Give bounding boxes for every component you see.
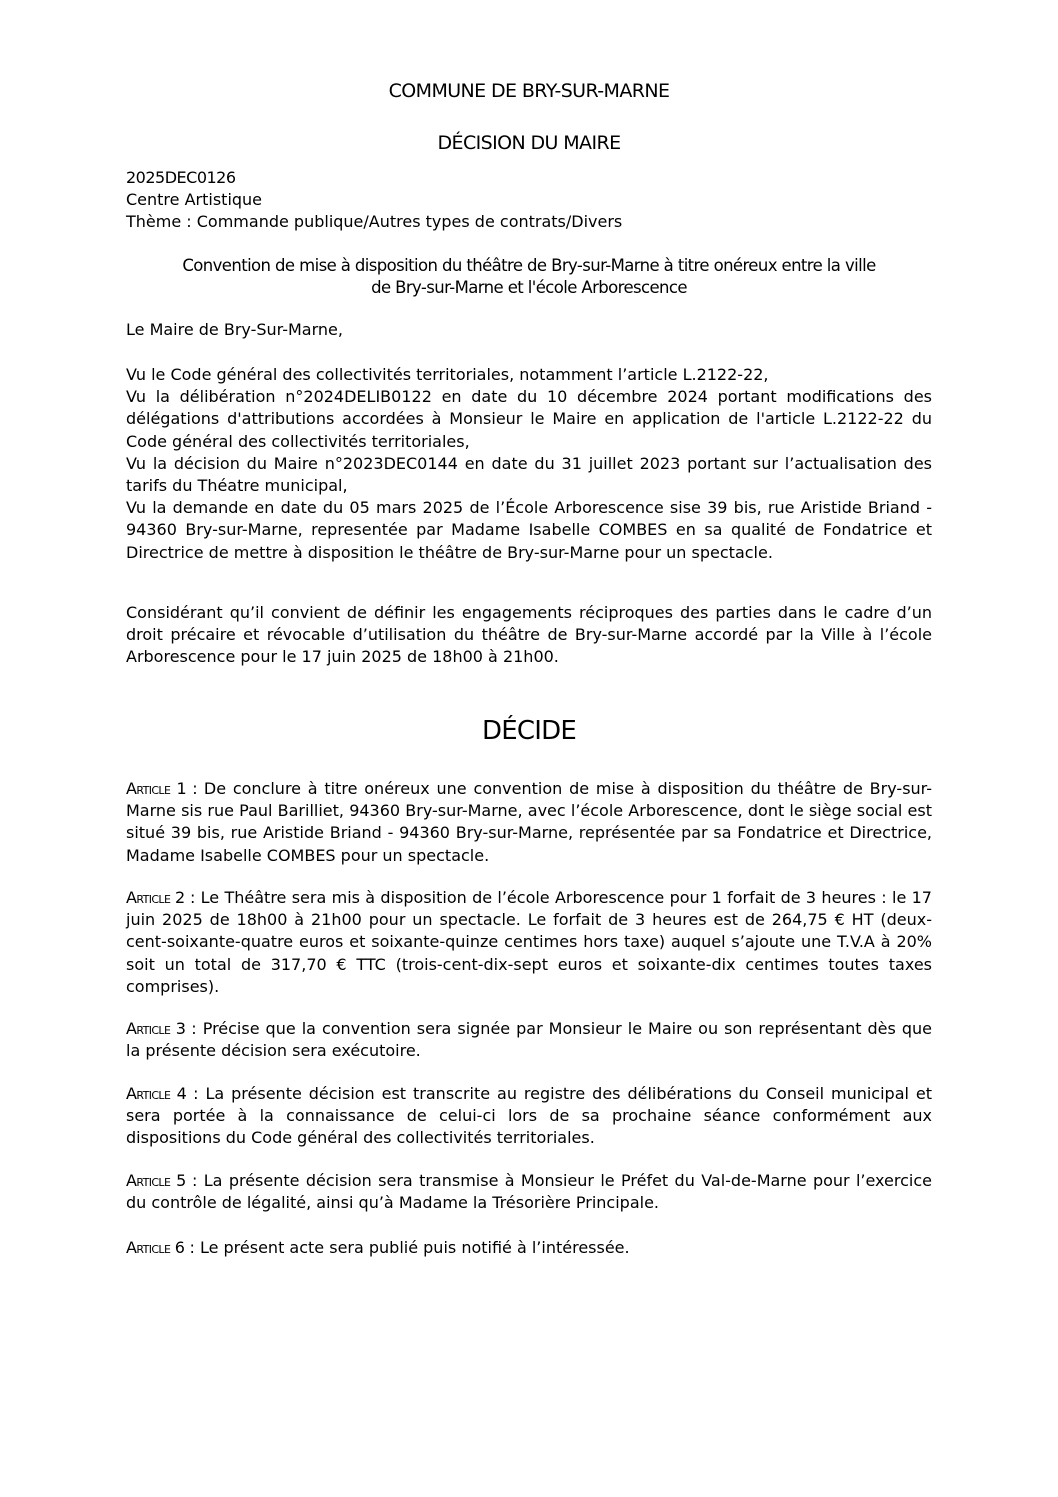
- article-text: : Le Théâtre sera mis à disposition de l’école Arborescence pour 1 forfait de 3 heures : le 17 juin 2025 de 18h00 à 21h00 pour un spectacle. Le forfait de 3 heures est de 264,75 € HT (deux-cent-soixante-quatre euros et soixante-quinze centimes hors taxe) auquel s’ajoute une T.V.A à 20% soit un total de 317,70 € TTC (trois-cent-dix-sept euros et soixante-dix centimes toutes taxes comprises).: [126, 888, 932, 996]
- decision-subject: [126, 255, 932, 299]
- decision-title: DÉCISION DU MAIRE: [437, 132, 621, 154]
- article-label: Article 4: [126, 1084, 187, 1103]
- article-text: : Le présent acte sera publié puis notifié à l’intéressée.: [184, 1238, 630, 1257]
- article-text: De conclure à titre onéreux une convention de mise à disposition du théâtre de Bry-sur-Marne sis rue Paul Barilliet, 94360 Bry-sur-Marne, avec l’école Arborescence, dont le siège social est situé 39 bis, rue Aristide Briand - 94360 Bry-sur-Marne, représentée par sa Fondatrice et Directrice, Madame Isabelle COMBES pour un spectacle.: [126, 779, 932, 865]
- article-3: [126, 1018, 932, 1062]
- article-text: : Précise que la convention sera signée par Monsieur le Maire ou son représentant dès que la présente décision sera exécutoire.: [126, 1019, 932, 1061]
- decide-heading: DÉCIDE: [482, 716, 576, 746]
- article-1: [126, 778, 932, 867]
- decision-service: Centre Artistique: [126, 190, 263, 209]
- article-label: Article 2: [126, 888, 185, 907]
- mayor-intro: Le Maire de Bry-Sur-Marne,: [126, 320, 343, 339]
- legal-basis-item: Vu la délibération n°2024DELIB0122 en date du 10 décembre 2024 portant modifications des délégations d'attributions accordées à Monsieur le Maire en application de l'article L.2122-22 du Code général des collectivités territoriales,: [126, 387, 932, 451]
- legal-basis-item: Vu la demande en date du 05 mars 2025 de l’École Arborescence sise 39 bis, rue Aristide Briand - 94360 Bry-sur-Marne, representée par Madame Isabelle COMBES en sa qualité de Fondatrice et Directrice de mettre à disposition le théâtre de Bry-sur-Marne pour un spectacle.: [126, 498, 932, 562]
- article-4: [126, 1083, 932, 1150]
- article-6: [126, 1237, 932, 1259]
- commune-heading: COMMUNE DE BRY-SUR-MARNE: [388, 80, 670, 102]
- article-text: : La présente décision est transcrite au registre des délibérations du Conseil municipal et sera portée à la connaissance de celui-ci lors de sa prochaine séance conformément aux dispositions du Code général des collectivités territoriales.: [126, 1084, 932, 1148]
- article-label: Article 3: [126, 1019, 186, 1038]
- article-text: : La présente décision sera transmise à Monsieur le Préfet du Val-de-Marne pour l’exercice du contrôle de légalité, ainsi qu’à Madame la Trésorière Principale.: [126, 1171, 932, 1213]
- legal-basis-item: Vu le Code général des collectivités territoriales, notamment l’article L.2122-22,: [126, 365, 769, 384]
- article-label: Article 1 :: [126, 779, 198, 798]
- article-label: Article 5: [126, 1171, 186, 1190]
- decision-theme: Thème : Commande publique/Autres types de contrats/Divers: [126, 212, 623, 231]
- article-5: [126, 1170, 932, 1214]
- legal-basis: [126, 364, 932, 564]
- decision-meta: [126, 167, 932, 233]
- article-2: [126, 887, 932, 998]
- decision-reference: 2025DEC0126: [126, 168, 236, 187]
- subject-line-2: de Bry-sur-Marne et l'école Arborescence: [371, 278, 687, 297]
- considerant-paragraph: Considérant qu’il convient de définir les engagements réciproques des parties dans le cadre d’un droit précaire et révocable d’utilisation du théâtre de Bry-sur-Marne accordé par la Ville à l’école Arborescence pour le 17 juin 2025 de 18h00 à 21h00.: [126, 603, 932, 667]
- legal-basis-item: Vu la décision du Maire n°2023DEC0144 en date du 31 juillet 2023 portant sur l’actualisation des tarifs du Théatre municipal,: [126, 453, 932, 496]
- subject-line-1: Convention de mise à disposition du théâtre de Bry-sur-Marne à titre onéreux entre la ville: [182, 256, 876, 275]
- article-label: Article 6: [126, 1238, 185, 1257]
